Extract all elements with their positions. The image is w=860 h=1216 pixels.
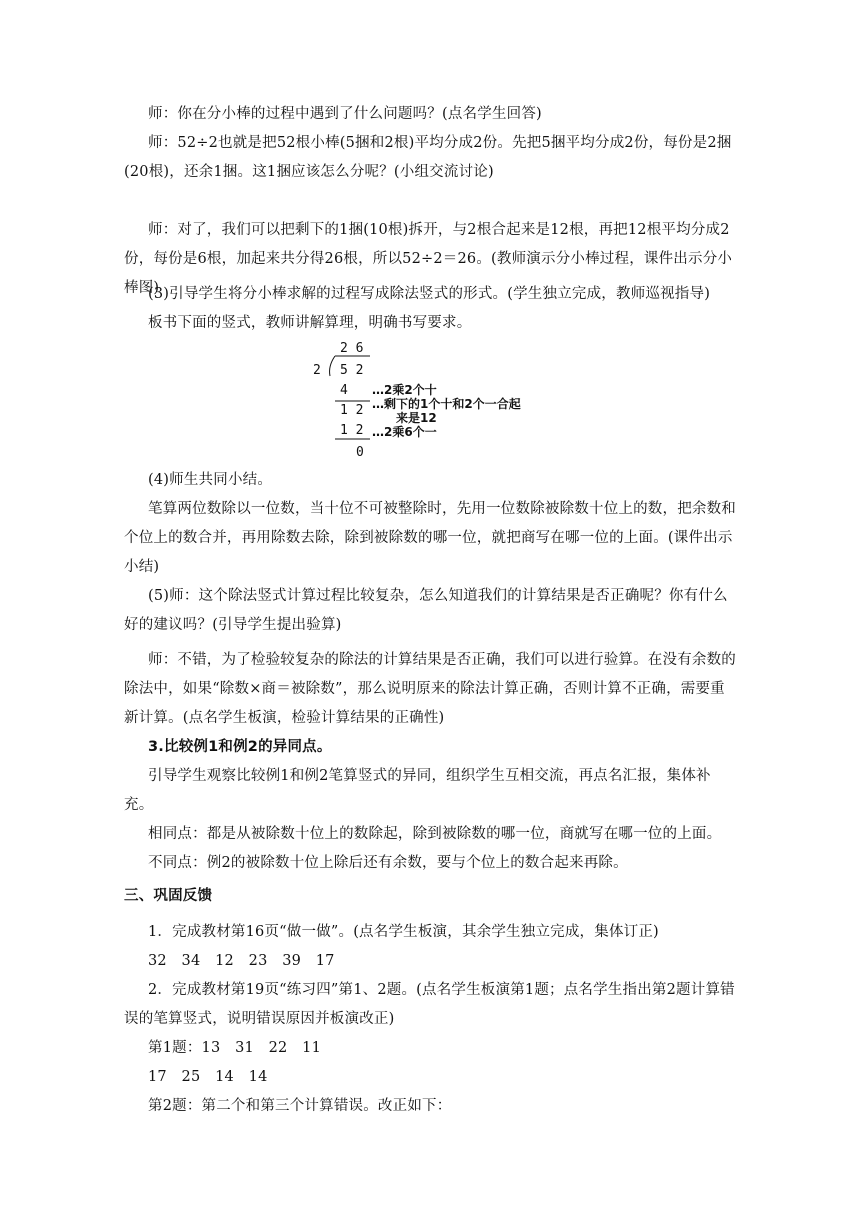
- division-quotient: 2 6: [340, 341, 364, 356]
- division-note-4: …2乘6个一: [372, 425, 437, 439]
- answer-line: 第1题：13 31 22 11: [148, 1040, 322, 1056]
- paragraph: 师：不错，为了检验较复杂的除法的计算结果是否正确，我们可以进行验算。在没有余数的除法中，如果“除数×商＝被除数”，那么说明原来的除法计算正确，否则计算不正确，需要重新计算。(点名学生板演，检验计算结果的正确性): [124, 652, 736, 726]
- division-dividend: 5 2: [340, 363, 364, 378]
- paragraph: 引导学生观察比较例1和例2笔算竖式的异同，组织学生互相交流，再点名汇报，集体补充。: [124, 768, 711, 813]
- division-note-1: …2乘2个十: [372, 383, 437, 397]
- paragraph: 师：52÷2也就是把52根小棒(5捆和2根)平均分成2份。先把5捆平均分成2份，每份是2捆(20根)，还余1捆。这1捆应该怎么分呢？(小组交流讨论): [124, 135, 732, 180]
- division-remainder: 0: [356, 445, 364, 460]
- division-divisor: 2: [313, 363, 321, 378]
- paragraph: 师：对了，我们可以把剩下的1捆(10根)拆开，与2根合起来是12根，再把12根平均分成2份，每份是6根，加起来共分得26根，所以52÷2＝26。(教师演示分小棒过程，课件出示分小棒图): [124, 222, 733, 296]
- division-step-3: 1 2: [340, 423, 364, 438]
- answer-line: 17 25 14 14: [148, 1069, 268, 1085]
- paragraph: 板书下面的竖式，教师讲解算理，明确书写要求。: [148, 315, 472, 331]
- section-heading: 3.比较例1和例2的异同点。: [148, 739, 332, 755]
- division-bracket-curve: [330, 356, 335, 376]
- long-division-figure: [300, 338, 620, 462]
- paragraph: 相同点：都是从被除数十位上的数除起，除到被除数的哪一位，商就写在哪一位的上面。: [148, 826, 722, 842]
- section-heading: 三、巩固反馈: [124, 888, 213, 904]
- paragraph: (3)引导学生将分小棒求解的过程写成除法竖式的形式。(学生独立完成，教师巡视指导): [148, 286, 711, 302]
- paragraph: 第2题：第二个和第三个计算错误。改正如下：: [148, 1098, 452, 1114]
- division-note-2: …剩下的1个十和2个一合起: [372, 397, 521, 411]
- division-note-3: 来是12: [396, 411, 437, 425]
- paragraph: 师：你在分小棒的过程中遇到了什么问题吗？(点名学生回答): [148, 106, 542, 122]
- paragraph: 笔算两位数除以一位数，当十位不可被整除时，先用一位数除被除数十位上的数，把余数和个位上的数合并，再用除数去除，除到被除数的哪一位，就把商写在哪一位的上面。(课件出示小结): [124, 501, 736, 575]
- division-step-1: 4: [340, 383, 348, 398]
- answer-line: 32 34 12 23 39 17: [148, 953, 335, 969]
- paragraph: (5)师：这个除法竖式计算过程比较复杂，怎么知道我们的计算结果是否正确呢？你有什么好的建议吗？(引导学生提出验算): [124, 588, 728, 633]
- paragraph: 2．完成教材第19页“练习四”第1、2题。(点名学生板演第1题；点名学生指出第2题计算错误的笔算竖式，说明错误原因并板演改正): [124, 982, 735, 1027]
- paragraph: (4)师生共同小结。: [148, 472, 273, 488]
- division-step-2: 1 2: [340, 403, 364, 418]
- paragraph: 不同点：例2的被除数十位上除后还有余数，要与个位上的数合起来再除。: [148, 855, 628, 871]
- paragraph: 1．完成教材第16页“做一做”。(点名学生板演，其余学生独立完成，集体订正): [148, 924, 659, 940]
